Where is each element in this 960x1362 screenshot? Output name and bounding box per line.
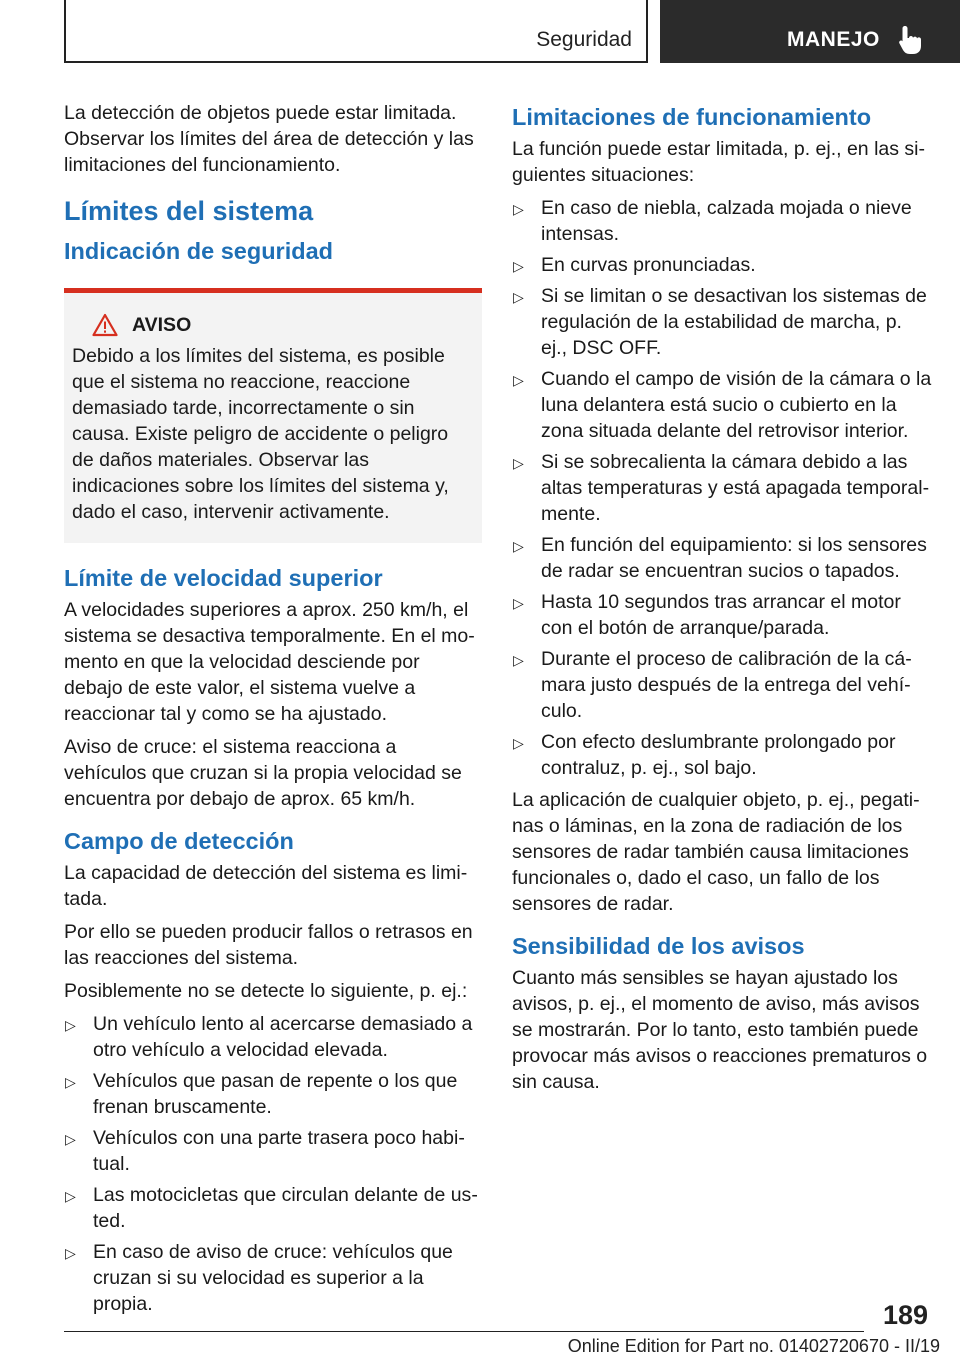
list-item: ▷ En caso de niebla, calzada mojada o nieve intensas. — [513, 197, 912, 245]
right-column — [512, 100, 932, 1102]
left-column — [64, 100, 482, 1323]
function-limits-list — [512, 195, 932, 781]
warning-text: Debido a los límites del sistema, es posible que el sistema no reaccione, reaccione demasiado tarde, incorrectamente o sin causa. Existe peligro de accidente o peligro de daños materiales. Observar las indicaciones sobre los límites del sistema y, dado el caso, intervenir activamente. — [72, 345, 449, 523]
chapter-tab — [660, 0, 960, 63]
detection-paragraph-2: Por ello se pueden producir fallos o retrasos en las reacciones del sistema. — [64, 921, 473, 969]
warning-header — [92, 313, 472, 337]
page-number: 189 — [882, 1300, 928, 1330]
list-item: ▷ En caso de aviso de cruce: vehículos que cruzan si su velocidad es superior a la propia. — [65, 1241, 453, 1315]
triangle-bullet-icon: ▷ — [513, 538, 524, 554]
list-item: ▷ Si se limitan o se desactivan los sistemas de regulación de la estabilidad de marcha, p. ej., DSC OFF. — [513, 285, 927, 359]
warning-sensitivity-paragraph: Cuanto más sensibles se hayan ajustado los avisos, p. ej., el momento de aviso, más avisos se mostrarán. Por lo tanto, esto también puede provocar más avisos o reacciones prematuros o sin causa. — [512, 967, 928, 1093]
list-item: ▷ Un vehículo lento al acercarse demasiado a otro vehículo a velocidad elevada. — [65, 1013, 473, 1061]
section-tab — [64, 0, 648, 63]
triangle-bullet-icon: ▷ — [513, 595, 524, 611]
triangle-bullet-icon: ▷ — [513, 652, 524, 668]
list-item: ▷ Vehículos que pasan de repente o los que frenan bruscamente. — [65, 1070, 458, 1118]
triangle-bullet-icon: ▷ — [65, 1074, 76, 1090]
warning-title: AVISO — [132, 313, 192, 336]
triangle-bullet-icon: ▷ — [513, 455, 524, 471]
triangle-bullet-icon: ▷ — [513, 289, 524, 305]
safety-heading: Indicación de seguridad — [64, 238, 333, 264]
speed-paragraph-2: Aviso de cruce: el sistema reacciona a vehículos que cruzan si la propia velocidad se encuentra por debajo de aprox. 65 km/h. — [64, 736, 462, 810]
page-header — [0, 0, 960, 66]
detection-list — [64, 1011, 482, 1317]
triangle-bullet-icon: ▷ — [513, 201, 524, 217]
function-limits-intro: La función puede estar limitada, p. ej., en las siguientes situaciones: — [512, 138, 925, 186]
speed-paragraph-1: A velocidades superiores a aprox. 250 km/h, el sistema se desactiva temporalmente. En el momento en que la velocidad desciende por debajo de este valor, el sistema vuelve a reaccionar tal y como se ha ajustado. — [64, 599, 475, 725]
list-item: ▷ Con efecto deslumbrante prolongado por contraluz, p. ej., sol bajo. — [513, 731, 896, 779]
warning-sensitivity-heading: Sensibilidad de los avisos — [512, 933, 805, 959]
function-limits-heading: Limitaciones de funcionamiento — [512, 104, 872, 130]
footer-divider — [64, 1331, 864, 1332]
list-item: ▷ Las motocicletas que circulan delante de usted. — [65, 1184, 478, 1232]
edition-note: Online Edition for Part no. 01402720670 - II/19 — [567, 1336, 940, 1356]
pointing-hand-icon — [896, 24, 926, 56]
list-item: ▷ En función del equipamiento: si los sensores de radar se encuentran sucios o tapados. — [513, 534, 927, 582]
triangle-bullet-icon: ▷ — [65, 1131, 76, 1147]
speed-limit-heading: Límite de velocidad superior — [64, 565, 383, 591]
warning-box — [64, 288, 482, 543]
intro-paragraph: La detección de objetos puede estar limitada. Observar los límites del área de detección y las limitaciones del funcionamiento. — [64, 102, 474, 176]
detection-paragraph-3: Posiblemente no se detecte lo siguiente, p. ej.: — [64, 980, 468, 1002]
list-item: ▷ Vehículos con una parte trasera poco habitual. — [65, 1127, 465, 1175]
chapter-title: MANEJO — [787, 28, 880, 51]
triangle-bullet-icon: ▷ — [65, 1188, 76, 1204]
triangle-bullet-icon: ▷ — [65, 1017, 76, 1033]
section-title: Seguridad — [536, 28, 632, 51]
list-item: ▷ Si se sobrecalienta la cámara debido a las altas temperaturas y está apagada temporalmente. — [513, 451, 930, 525]
triangle-bullet-icon: ▷ — [65, 1245, 76, 1261]
detection-paragraph-1: La capacidad de detección del sistema es limitada. — [64, 862, 468, 910]
warning-triangle-icon — [92, 313, 118, 337]
list-item: ▷ Durante el proceso de calibración de la cámara justo después de la entrega del vehículo. — [513, 648, 912, 722]
list-item: ▷ Cuando el campo de visión de la cámara o la luna delantera está sucio o cubierto en la zona situada delante del retrovisor interior. — [513, 368, 932, 442]
list-item: ▷ En curvas pronunciadas. — [512, 252, 932, 278]
section-heading-system-limits: Límites del sistema — [64, 196, 314, 226]
function-limits-outro: La aplicación de cualquier objeto, p. ej., pegatinas o láminas, en la zona de radiación de los sensores de radar también causa limitaciones funcionales o, dado el caso, un fallo de los sensores de radar. — [512, 789, 920, 915]
triangle-bullet-icon: ▷ — [513, 735, 524, 751]
triangle-bullet-icon: ▷ — [513, 258, 524, 274]
list-item: ▷ Hasta 10 segundos tras arrancar el motor con el botón de arranque/parada. — [513, 591, 901, 639]
detection-field-heading: Campo de detección — [64, 828, 294, 854]
triangle-bullet-icon: ▷ — [513, 372, 524, 388]
